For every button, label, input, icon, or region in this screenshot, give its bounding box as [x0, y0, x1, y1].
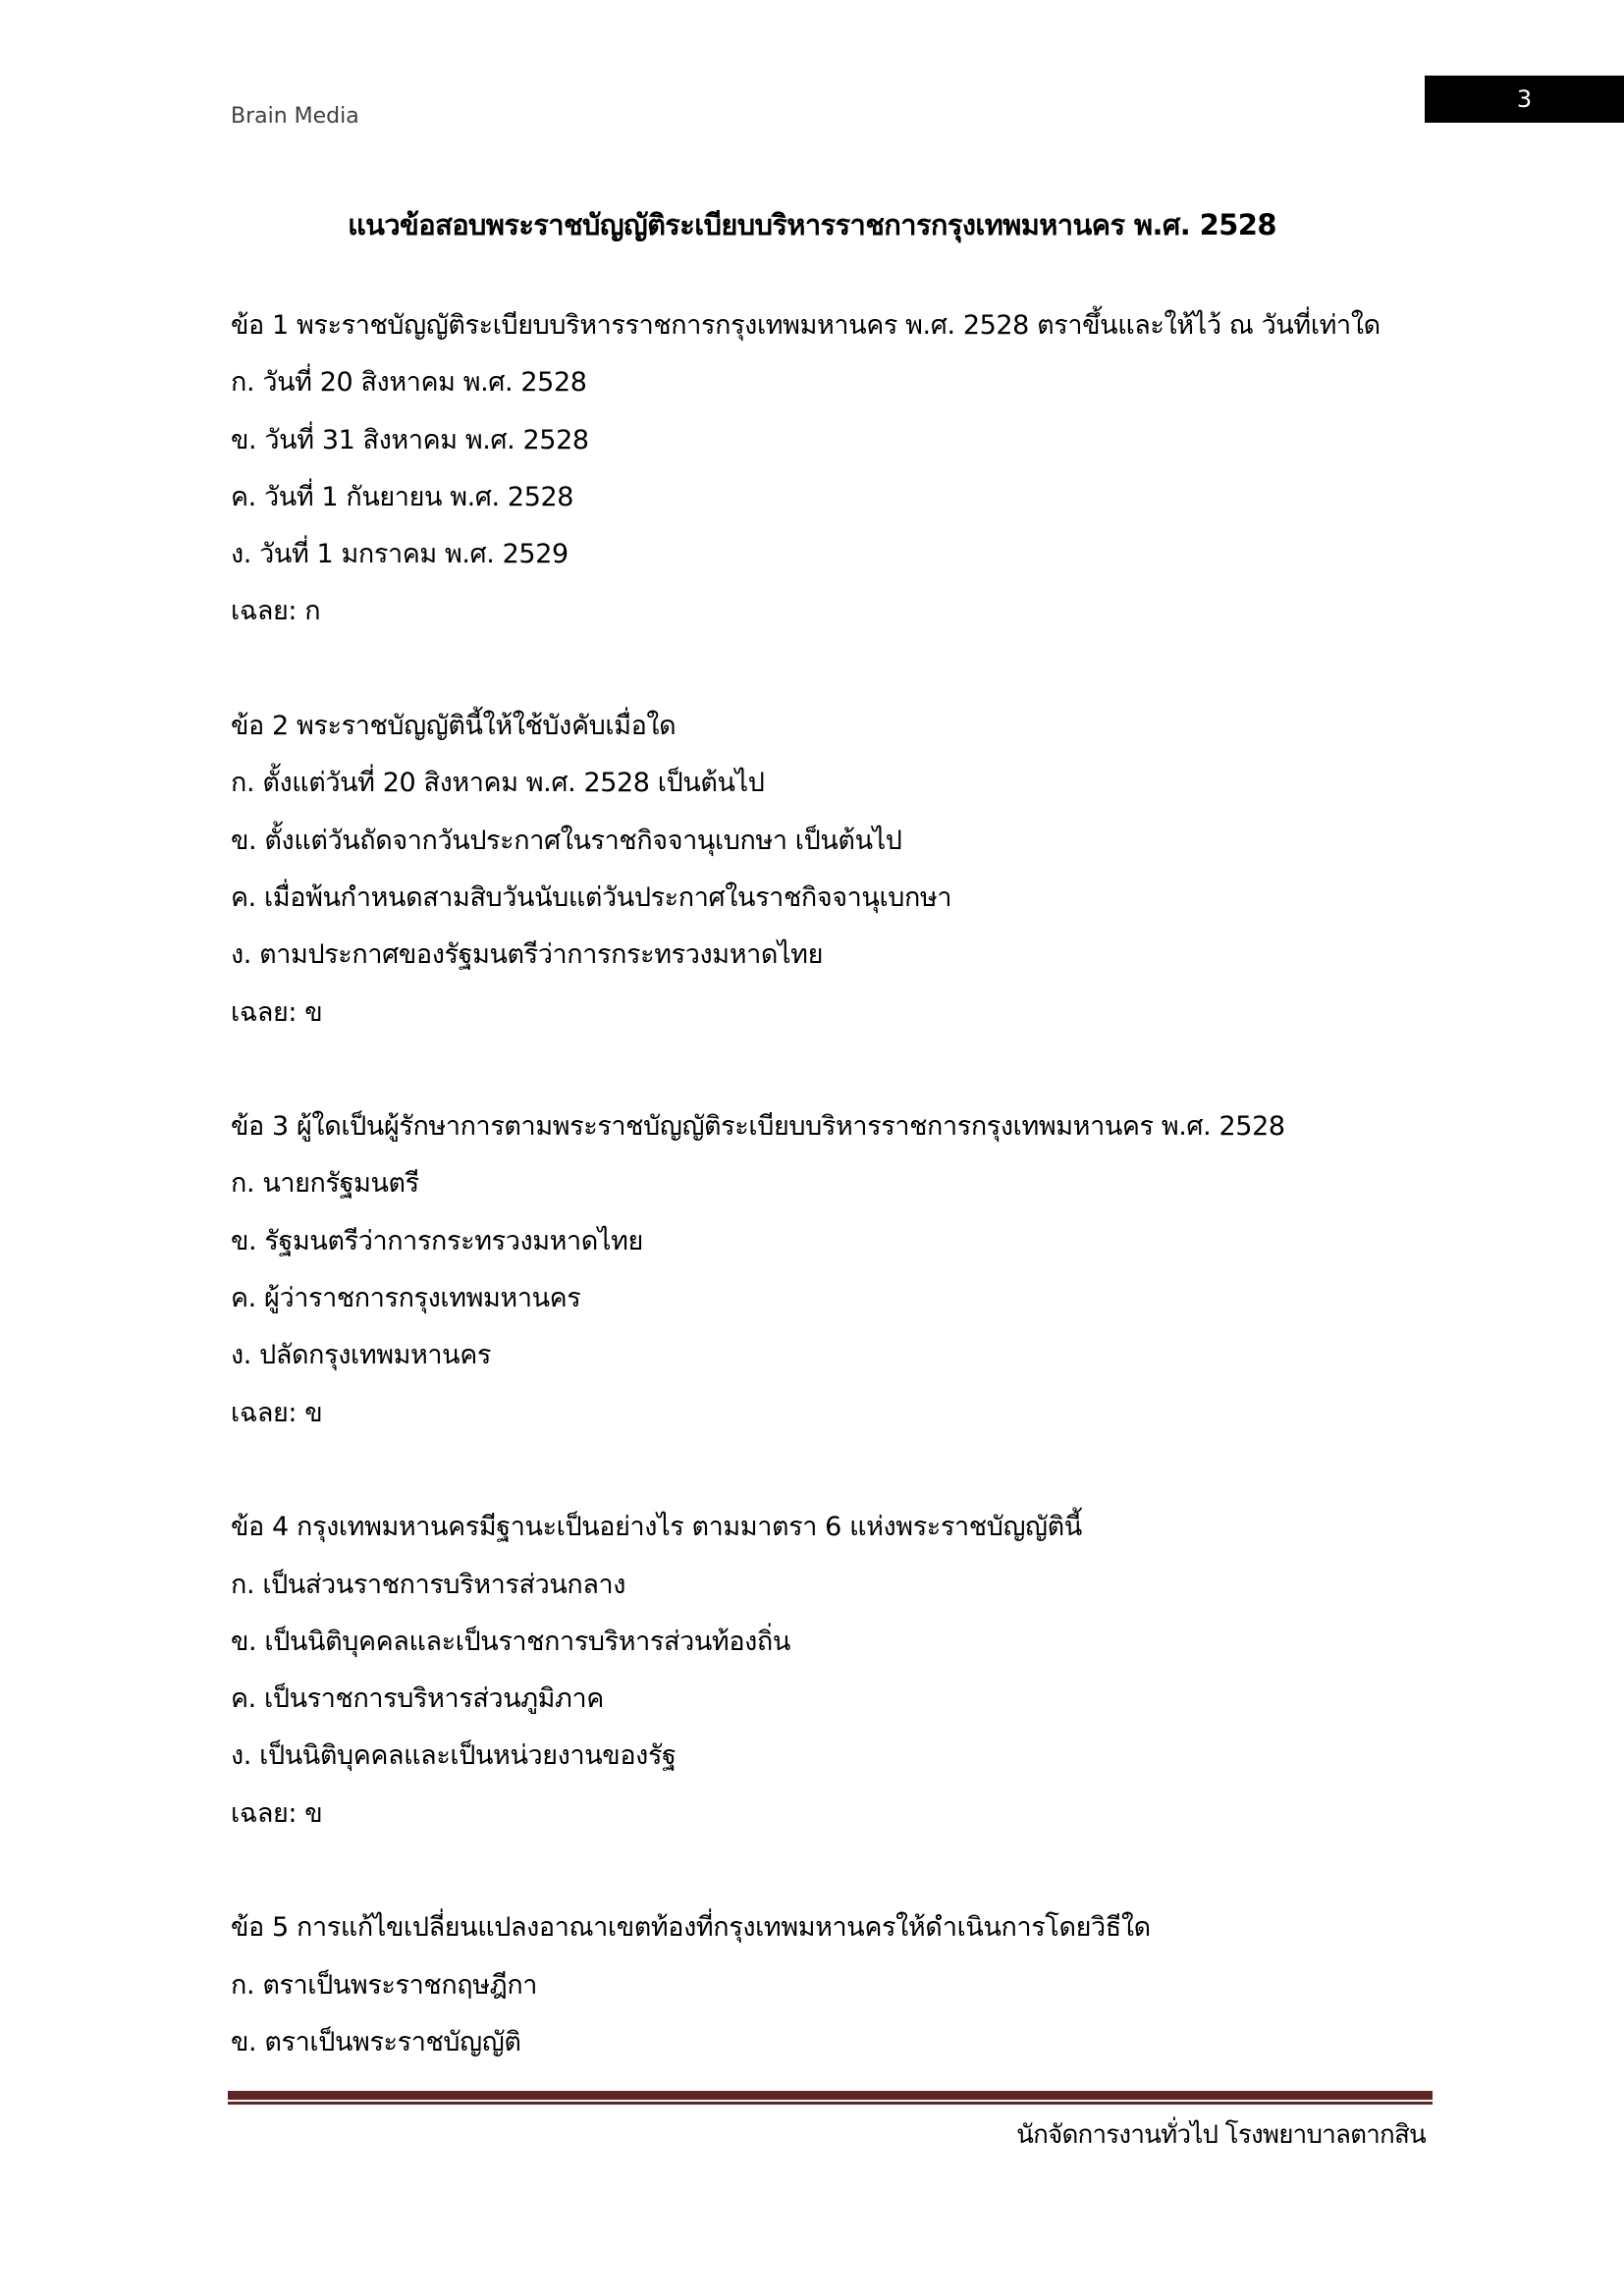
answer-option: ก. ตั้งแต่วันที่ 20 สิงหาคม พ.ศ. 2528 เป็นต้นไป: [231, 768, 765, 799]
answer-key: เฉลย: ข: [231, 996, 323, 1028]
answer-key: เฉลย: ข: [231, 1397, 323, 1428]
answer-option: ข. เป็นนิติบุคคลและเป็นราชการบริหารส่วนท้องถิ่น: [231, 1626, 790, 1657]
answer-option: ก. วันที่ 20 สิงหาคม พ.ศ. 2528: [231, 367, 587, 399]
spacer: [231, 1451, 1438, 1508]
answer-option: ก. นายกรัฐมนตรี: [231, 1168, 419, 1200]
footer-text: นักจัดการงานทั่วไป โรงพยาบาลตากสิน: [1016, 2120, 1426, 2150]
answer-option: ง. ปลัดกรุงเทพมหานคร: [231, 1340, 492, 1371]
question-list: [231, 306, 1438, 2080]
spacer: [231, 650, 1438, 707]
question-text: ข้อ 5 การแก้ไขเปลี่ยนแปลงอาณาเขตท้องที่กรุงเทพมหานครให้ดำเนินการโดยวิธีใด: [231, 1912, 1151, 1944]
answer-key: เฉลย: ข: [231, 1797, 323, 1829]
spacer: [231, 1851, 1438, 1908]
question-text: ข้อ 3 ผู้ใดเป็นผู้รักษาการตามพระราชบัญญัติระเบียบบริหารราชการกรุงเทพมหานคร พ.ศ. 2528: [231, 1111, 1285, 1143]
page-number-badge: 3: [1425, 76, 1624, 123]
answer-option: ข. วันที่ 31 สิงหาคม พ.ศ. 2528: [231, 424, 589, 455]
answer-option: ค. ผู้ว่าราชการกรุงเทพมหานคร: [231, 1283, 581, 1314]
answer-option: ง. ตามประกาศของรัฐมนตรีว่าการกระทรวงมหาดไทย: [231, 939, 823, 971]
answer-option: ข. ตราเป็นพระราชบัญญัติ: [231, 2026, 521, 2057]
question-text: ข้อ 4 กรุงเทพมหานครมีฐานะเป็นอย่างไร ตามมาตรา 6 แห่งพระราชบัญญัตินี้: [231, 1512, 1082, 1543]
question-text: ข้อ 1 พระราชบัญญัติระเบียบบริหารราชการกรุงเทพมหานคร พ.ศ. 2528 ตราขึ้นและให้ไว้ ณ วันที่เท่าใด: [231, 310, 1380, 341]
answer-option: ก. ตราเป็นพระราชกฤษฎีกา: [231, 1969, 538, 2001]
footer-divider-thin: [228, 2102, 1433, 2105]
header-label: Brain Media: [231, 104, 359, 129]
answer-key: เฉลย: ก: [231, 596, 321, 627]
answer-option: ก. เป็นส่วนราชการบริหารส่วนกลาง: [231, 1569, 626, 1600]
question-text: ข้อ 2 พระราชบัญญัตินี้ให้ใช้บังคับเมื่อใด: [231, 711, 677, 742]
answer-option: ค. เมื่อพ้นกำหนดสามสิบวันนับแต่วันประกาศในราชกิจจานุเบกษา: [231, 881, 952, 913]
answer-option: ง. เป็นนิติบุคคลและเป็นหน่วยงานของรัฐ: [231, 1740, 677, 1772]
page-title: แนวข้อสอบพระราชบัญญัติระเบียบบริหารราชการกรุงเทพมหานคร พ.ศ. 2528: [348, 208, 1276, 241]
answer-option: ค. เป็นราชการบริหารส่วนภูมิภาค: [231, 1683, 604, 1715]
answer-option: ง. วันที่ 1 มกราคม พ.ศ. 2529: [231, 539, 568, 570]
footer-divider-thick: [228, 2091, 1433, 2100]
spacer: [231, 1050, 1438, 1107]
answer-option: ข. ตั้งแต่วันถัดจากวันประกาศในราชกิจจานุเบกษา เป็นต้นไป: [231, 825, 902, 856]
answer-option: ข. รัฐมนตรีว่าการกระทรวงมหาดไทย: [231, 1225, 643, 1256]
answer-option: ค. วันที่ 1 กันยายน พ.ศ. 2528: [231, 481, 574, 512]
